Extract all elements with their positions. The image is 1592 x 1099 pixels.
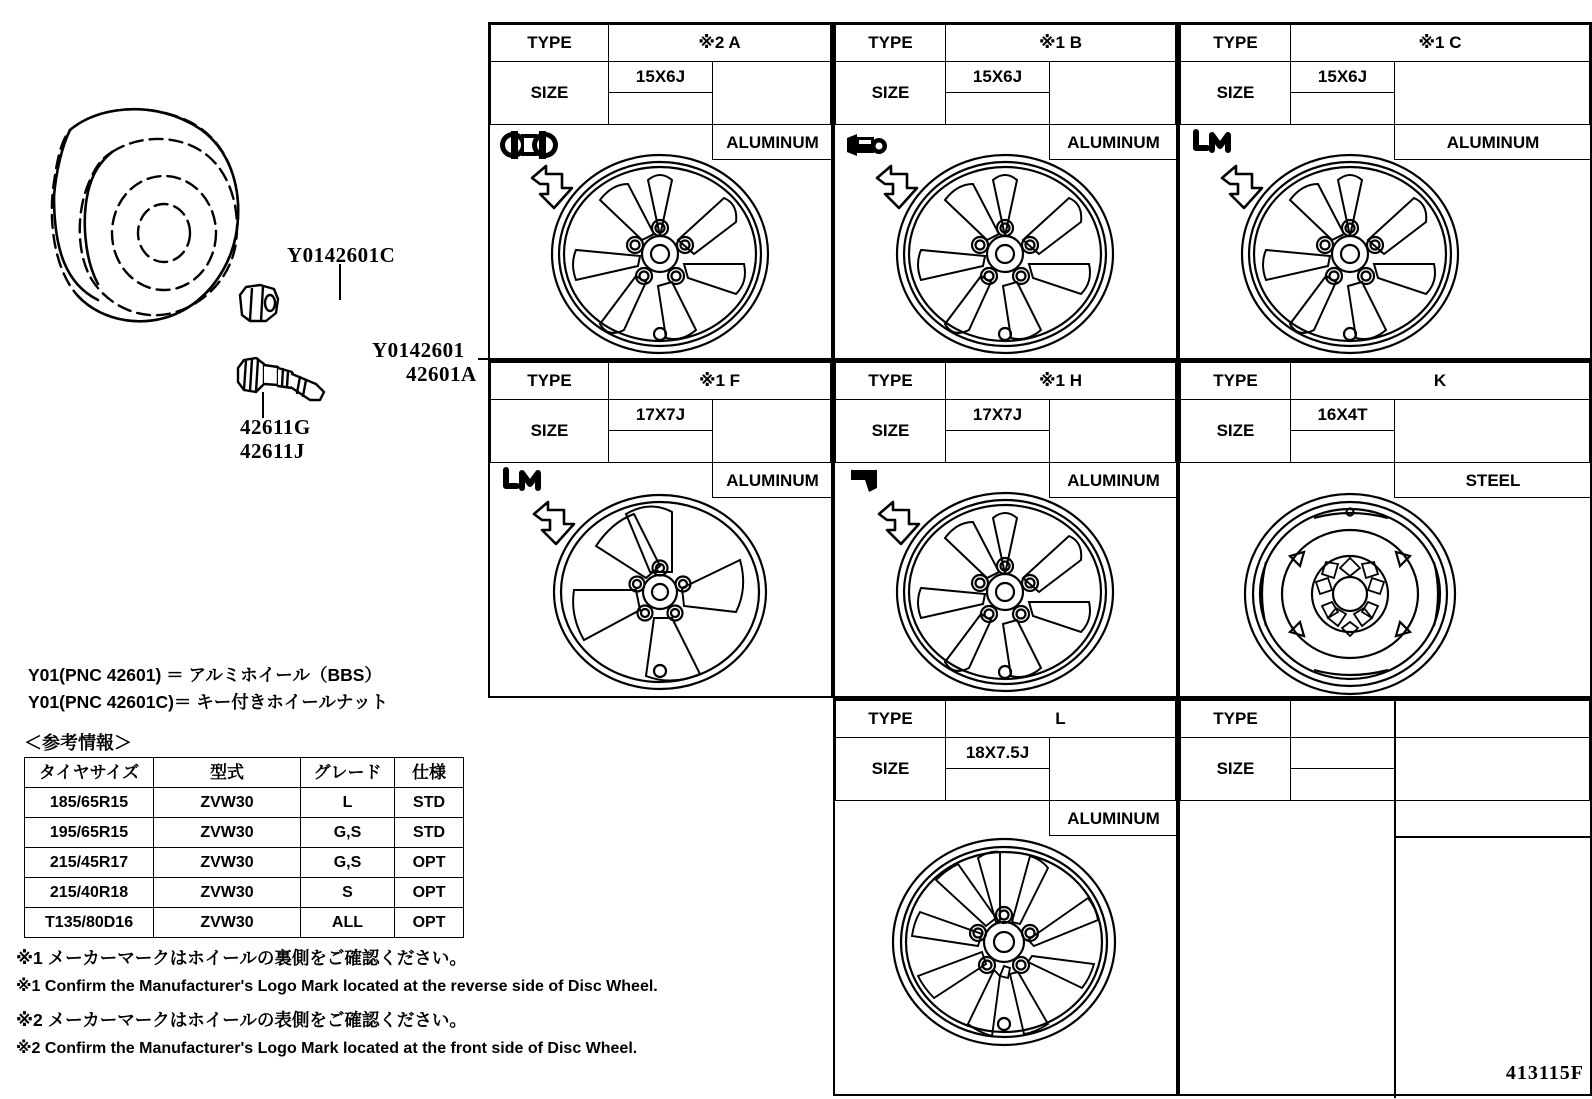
tire-reference-table: [24, 757, 464, 938]
part-label-Y0142601: Y0142601: [372, 338, 465, 362]
legend-line-alloy-wheel: Y01(PNC 42601) ＝ アルミホイール（BBS）: [28, 665, 382, 685]
size-value-F: 17X7J: [609, 400, 713, 431]
size-label-blank: SIZE: [1181, 738, 1291, 801]
wheel-cell-K: [1178, 360, 1592, 698]
alloy-wheel-illustration-H: [893, 490, 1118, 695]
wheel-cell-H: [833, 360, 1178, 698]
size-value-alt-K: [1291, 431, 1395, 463]
wheel-cell-L: [833, 698, 1178, 1096]
size-extra-K: [1395, 400, 1590, 463]
legend-line-lock-nut: Y01(PNC 42601C)＝ キー付きホイールナット: [28, 692, 389, 712]
size-label-L: SIZE: [836, 738, 946, 801]
type-value-A: ※2 A: [609, 25, 831, 62]
cell-tire-size: 195/65R15: [25, 818, 154, 848]
wheel-cell-C: [1178, 22, 1592, 360]
size-label-K: SIZE: [1181, 400, 1291, 463]
table-row: [25, 848, 464, 878]
material-A: ALUMINUM: [712, 124, 833, 160]
material-K: STEEL: [1394, 462, 1592, 498]
size-value-L: 18X7.5J: [946, 738, 1050, 769]
cell-grade: L: [300, 788, 394, 818]
type-value-B: ※1 B: [946, 25, 1176, 62]
size-extra-F: [713, 400, 831, 463]
cell-model: ZVW30: [154, 878, 301, 908]
size-value-alt-F: [609, 431, 713, 463]
cell-grade: G,S: [300, 848, 394, 878]
wheel-cell-C-header: [1180, 24, 1590, 125]
type-value-L: L: [946, 701, 1176, 738]
cell-tire-size: 185/65R15: [25, 788, 154, 818]
wheel-cell-A: [488, 22, 833, 360]
lm-logo-icon: [500, 466, 548, 494]
material-blank: [1394, 800, 1592, 836]
blank-cell-hline: [1394, 836, 1592, 838]
size-extra-H: [1050, 400, 1176, 463]
table-row: [25, 818, 464, 848]
cell-grade: S: [300, 878, 394, 908]
table-header-row: [25, 758, 464, 788]
col-header-model: 型式: [154, 758, 301, 788]
part-label-42611J: 42611J: [240, 439, 305, 463]
footnote-1-en: ※1 Confirm the Manufacturer's Logo Mark located at the reverse side of Disc Wheel.: [16, 978, 658, 995]
type-value-C: ※1 C: [1291, 25, 1590, 62]
size-extra-A: [713, 62, 831, 125]
size-extra-L: [1050, 738, 1176, 801]
size-value-A: 15X6J: [609, 62, 713, 93]
size-value-blank: [1291, 738, 1395, 769]
j-logo-icon: [847, 466, 887, 496]
size-value-alt-H: [946, 431, 1050, 463]
size-value-alt-L: [946, 769, 1050, 801]
diagram-code-label: 413115F: [1505, 1062, 1584, 1084]
footnote-1-jp: ※1 メーカーマークはホイールの裏側をご確認ください。: [16, 948, 467, 968]
enkei-logo-icon: [845, 132, 889, 158]
wheel-cell-A-header: [490, 24, 831, 125]
table-row: [25, 878, 464, 908]
type-value-K: K: [1291, 363, 1590, 400]
part-label-Y0142601C: Y0142601C: [287, 243, 396, 267]
footnote-2-en: ※2 Confirm the Manufacturer's Logo Mark located at the front side of Disc Wheel.: [16, 1040, 638, 1057]
type-label-H: TYPE: [836, 363, 946, 400]
cell-grade: G,S: [300, 818, 394, 848]
table-row: [25, 908, 464, 938]
cell-spec: STD: [395, 818, 464, 848]
size-label-B: SIZE: [836, 62, 946, 125]
cell-model: ZVW30: [154, 788, 301, 818]
type-label-B: TYPE: [836, 25, 946, 62]
type-value-F: ※1 F: [609, 363, 831, 400]
wheel-cell-L-header: [835, 700, 1176, 801]
cell-grade: ALL: [300, 908, 394, 938]
part-label-42611G: 42611G: [240, 415, 311, 439]
wheel-cell-F-header: [490, 362, 831, 463]
tire-valve-illustration: [230, 350, 340, 412]
material-C: ALUMINUM: [1394, 124, 1592, 160]
size-label-F: SIZE: [491, 400, 609, 463]
alloy-wheel-illustration-B: [893, 152, 1118, 357]
cell-tire-size: 215/45R17: [25, 848, 154, 878]
type-label-A: TYPE: [491, 25, 609, 62]
cell-spec: OPT: [395, 848, 464, 878]
material-L: ALUMINUM: [1049, 800, 1178, 836]
size-label-C: SIZE: [1181, 62, 1291, 125]
cell-spec: OPT: [395, 878, 464, 908]
wheel-lock-nut-illustration: [230, 275, 290, 333]
size-value-H: 17X7J: [946, 400, 1050, 431]
alloy-wheel-illustration-A: [548, 152, 773, 357]
col-header-grade: グレード: [300, 758, 394, 788]
col-header-spec: 仕様: [395, 758, 464, 788]
alloy-wheel-illustration-F: [550, 492, 770, 694]
size-value-K: 16X4T: [1291, 400, 1395, 431]
wheel-cell-F: [488, 360, 833, 698]
type-label-blank: TYPE: [1181, 701, 1291, 738]
part-label-42601A: 42601A: [406, 362, 477, 386]
wheel-cell-B: [833, 22, 1178, 360]
cell-tire-size: T135/80D16: [25, 908, 154, 938]
reference-info-heading: ＜参考情報＞: [24, 733, 132, 753]
cell-spec: STD: [395, 788, 464, 818]
size-value-B: 15X6J: [946, 62, 1050, 93]
size-extra-blank: [1395, 738, 1590, 801]
type-value-blank: [1291, 701, 1590, 738]
cell-model: ZVW30: [154, 818, 301, 848]
table-row: [25, 788, 464, 818]
alloy-wheel-illustration-L: [890, 836, 1120, 1054]
type-label-K: TYPE: [1181, 363, 1291, 400]
type-label-F: TYPE: [491, 363, 609, 400]
material-B: ALUMINUM: [1049, 124, 1178, 160]
size-extra-B: [1050, 62, 1176, 125]
leader-line-lock-nut: [339, 264, 341, 300]
size-value-C: 15X6J: [1291, 62, 1395, 93]
footnote-2-jp: ※2 メーカーマークはホイールの表側をご確認ください。: [16, 1010, 467, 1030]
size-value-alt-C: [1291, 93, 1395, 125]
size-value-alt-blank: [1291, 769, 1395, 801]
blank-cell-divider: [1394, 700, 1396, 1098]
wheel-cell-B-header: [835, 24, 1176, 125]
steel-wheel-illustration-K: [1242, 490, 1462, 698]
col-header-tire-size: タイヤサイズ: [25, 758, 154, 788]
type-value-H: ※1 H: [946, 363, 1176, 400]
size-value-alt-A: [609, 93, 713, 125]
size-value-alt-B: [946, 93, 1050, 125]
cell-tire-size: 215/40R18: [25, 878, 154, 908]
size-label-A: SIZE: [491, 62, 609, 125]
wheel-cell-H-header: [835, 362, 1176, 463]
type-label-L: TYPE: [836, 701, 946, 738]
material-H: ALUMINUM: [1049, 462, 1178, 498]
type-label-C: TYPE: [1181, 25, 1291, 62]
size-label-H: SIZE: [836, 400, 946, 463]
cell-model: ZVW30: [154, 908, 301, 938]
cell-spec: OPT: [395, 908, 464, 938]
size-extra-C: [1395, 62, 1590, 125]
alloy-wheel-illustration-C: [1238, 152, 1463, 357]
lm-logo-icon: [1190, 128, 1238, 156]
cell-model: ZVW30: [154, 848, 301, 878]
wheel-cell-blank: [1178, 698, 1592, 1096]
wheel-cell-blank-header: [1180, 700, 1590, 801]
material-F: ALUMINUM: [712, 462, 833, 498]
wheel-cell-K-header: [1180, 362, 1590, 463]
